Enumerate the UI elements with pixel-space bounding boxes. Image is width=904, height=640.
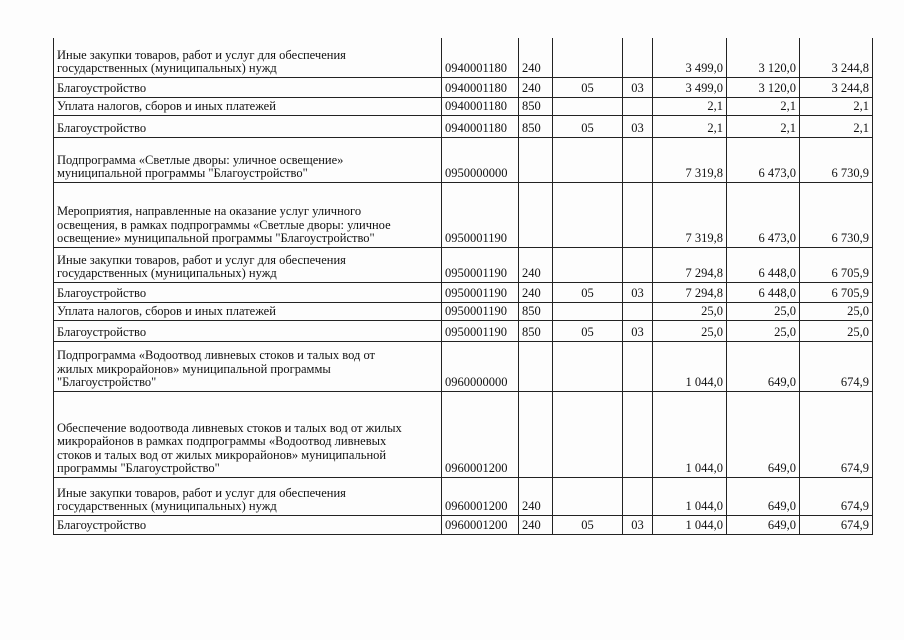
amount-year-2: 3 120,0 xyxy=(727,38,800,77)
section-code xyxy=(553,341,623,391)
amount-year-1: 7 294,8 xyxy=(653,247,727,282)
target-article-code: 0960001200 xyxy=(442,515,519,534)
amount-year-3: 2,1 xyxy=(800,115,873,137)
amount-year-2: 25,0 xyxy=(727,302,800,320)
amount-year-2: 6 473,0 xyxy=(727,182,800,247)
subsection-code: 03 xyxy=(623,515,653,534)
target-article-code: 0960001200 xyxy=(442,391,519,477)
amount-year-1: 25,0 xyxy=(653,320,727,341)
subsection-code xyxy=(623,477,653,515)
section-code xyxy=(553,302,623,320)
section-code: 05 xyxy=(553,515,623,534)
table-row xyxy=(54,247,873,282)
amount-year-3: 674,9 xyxy=(800,477,873,515)
row-name: Иные закупки товаров, работ и услуг для обеспечения государственных (муниципальных) нужд xyxy=(54,477,442,515)
amount-year-3: 3 244,8 xyxy=(800,38,873,77)
subsection-code: 03 xyxy=(623,320,653,341)
amount-year-3: 6 730,9 xyxy=(800,182,873,247)
budget-table xyxy=(53,38,873,535)
expense-type-code: 850 xyxy=(519,302,553,320)
subsection-code xyxy=(623,391,653,477)
row-name: Уплата налогов, сборов и иных платежей xyxy=(54,302,442,320)
expense-type-code: 240 xyxy=(519,247,553,282)
expense-type-code: 240 xyxy=(519,477,553,515)
subsection-code xyxy=(623,97,653,115)
amount-year-3: 25,0 xyxy=(800,302,873,320)
target-article-code: 0950001190 xyxy=(442,302,519,320)
section-code xyxy=(553,391,623,477)
row-name: Благоустройство xyxy=(54,515,442,534)
amount-year-3: 3 244,8 xyxy=(800,77,873,97)
row-name: Благоустройство xyxy=(54,115,442,137)
table-row xyxy=(54,282,873,302)
section-code: 05 xyxy=(553,115,623,137)
amount-year-1: 2,1 xyxy=(653,115,727,137)
table-row xyxy=(54,320,873,341)
amount-year-2: 2,1 xyxy=(727,115,800,137)
row-name: Благоустройство xyxy=(54,77,442,97)
amount-year-3: 674,9 xyxy=(800,391,873,477)
expense-type-code: 850 xyxy=(519,97,553,115)
target-article-code: 0950000000 xyxy=(442,137,519,182)
section-code xyxy=(553,97,623,115)
amount-year-2: 649,0 xyxy=(727,515,800,534)
subsection-code: 03 xyxy=(623,282,653,302)
subsection-code: 03 xyxy=(623,77,653,97)
section-code: 05 xyxy=(553,282,623,302)
amount-year-3: 6 730,9 xyxy=(800,137,873,182)
amount-year-2: 3 120,0 xyxy=(727,77,800,97)
amount-year-3: 6 705,9 xyxy=(800,247,873,282)
amount-year-3: 2,1 xyxy=(800,97,873,115)
subsection-code xyxy=(623,341,653,391)
table-row xyxy=(54,341,873,391)
amount-year-1: 2,1 xyxy=(653,97,727,115)
target-article-code: 0940001180 xyxy=(442,77,519,97)
amount-year-2: 649,0 xyxy=(727,341,800,391)
expense-type-code xyxy=(519,182,553,247)
subsection-code xyxy=(623,247,653,282)
subsection-code: 03 xyxy=(623,115,653,137)
amount-year-2: 6 448,0 xyxy=(727,247,800,282)
amount-year-1: 3 499,0 xyxy=(653,38,727,77)
row-name: Мероприятия, направленные на оказание услуг уличного освещения, в рамках подпрограммы «Светлые дворы: уличное освещение» муниципальной программы "Благоустройство" xyxy=(54,182,442,247)
amount-year-2: 649,0 xyxy=(727,391,800,477)
amount-year-3: 674,9 xyxy=(800,341,873,391)
table-row xyxy=(54,77,873,97)
table-row xyxy=(54,391,873,477)
amount-year-1: 7 294,8 xyxy=(653,282,727,302)
amount-year-1: 7 319,8 xyxy=(653,182,727,247)
row-name: Подпрограмма «Светлые дворы: уличное освещение» муниципальной программы "Благоустройство" xyxy=(54,137,442,182)
expense-type-code: 850 xyxy=(519,320,553,341)
expense-type-code xyxy=(519,341,553,391)
section-code xyxy=(553,182,623,247)
expense-type-code: 240 xyxy=(519,515,553,534)
section-code: 05 xyxy=(553,77,623,97)
target-article-code: 0950001190 xyxy=(442,282,519,302)
row-name: Благоустройство xyxy=(54,282,442,302)
row-name: Благоустройство xyxy=(54,320,442,341)
table-row xyxy=(54,477,873,515)
table-row xyxy=(54,302,873,320)
amount-year-2: 25,0 xyxy=(727,320,800,341)
table-row xyxy=(54,38,873,77)
target-article-code: 0950001190 xyxy=(442,182,519,247)
target-article-code: 0960001200 xyxy=(442,477,519,515)
amount-year-2: 6 473,0 xyxy=(727,137,800,182)
table-row xyxy=(54,97,873,115)
section-code xyxy=(553,38,623,77)
subsection-code xyxy=(623,302,653,320)
section-code: 05 xyxy=(553,320,623,341)
expense-type-code xyxy=(519,391,553,477)
row-name: Обеспечение водоотвода ливневых стоков и талых вод от жилых микрорайонов в рамках подпрограммы «Водоотвод ливневых стоков и талых вод от жилых микрорайонов» муниципальной программы "Благоустройство" xyxy=(54,391,442,477)
row-name: Подпрограмма «Водоотвод ливневых стоков и талых вод от жилых микрорайонов» муниципальной программы "Благоустройство" xyxy=(54,341,442,391)
subsection-code xyxy=(623,137,653,182)
amount-year-1: 7 319,8 xyxy=(653,137,727,182)
expense-type-code xyxy=(519,137,553,182)
amount-year-1: 1 044,0 xyxy=(653,341,727,391)
target-article-code: 0950001190 xyxy=(442,247,519,282)
amount-year-2: 6 448,0 xyxy=(727,282,800,302)
amount-year-1: 3 499,0 xyxy=(653,77,727,97)
amount-year-1: 1 044,0 xyxy=(653,391,727,477)
target-article-code: 0960000000 xyxy=(442,341,519,391)
expense-type-code: 240 xyxy=(519,38,553,77)
expense-type-code: 850 xyxy=(519,115,553,137)
table-row xyxy=(54,137,873,182)
table-row xyxy=(54,115,873,137)
subsection-code xyxy=(623,182,653,247)
target-article-code: 0940001180 xyxy=(442,115,519,137)
target-article-code: 0940001180 xyxy=(442,97,519,115)
target-article-code: 0940001180 xyxy=(442,38,519,77)
amount-year-1: 1 044,0 xyxy=(653,515,727,534)
row-name: Иные закупки товаров, работ и услуг для обеспечения государственных (муниципальных) нужд xyxy=(54,38,442,77)
table-row xyxy=(54,182,873,247)
amount-year-3: 6 705,9 xyxy=(800,282,873,302)
section-code xyxy=(553,137,623,182)
table-row xyxy=(54,515,873,534)
amount-year-1: 25,0 xyxy=(653,302,727,320)
amount-year-2: 2,1 xyxy=(727,97,800,115)
amount-year-2: 649,0 xyxy=(727,477,800,515)
section-code xyxy=(553,477,623,515)
expense-type-code: 240 xyxy=(519,77,553,97)
target-article-code: 0950001190 xyxy=(442,320,519,341)
amount-year-1: 1 044,0 xyxy=(653,477,727,515)
expense-type-code: 240 xyxy=(519,282,553,302)
row-name: Иные закупки товаров, работ и услуг для обеспечения государственных (муниципальных) нужд xyxy=(54,247,442,282)
amount-year-3: 25,0 xyxy=(800,320,873,341)
amount-year-3: 674,9 xyxy=(800,515,873,534)
subsection-code xyxy=(623,38,653,77)
row-name: Уплата налогов, сборов и иных платежей xyxy=(54,97,442,115)
section-code xyxy=(553,247,623,282)
